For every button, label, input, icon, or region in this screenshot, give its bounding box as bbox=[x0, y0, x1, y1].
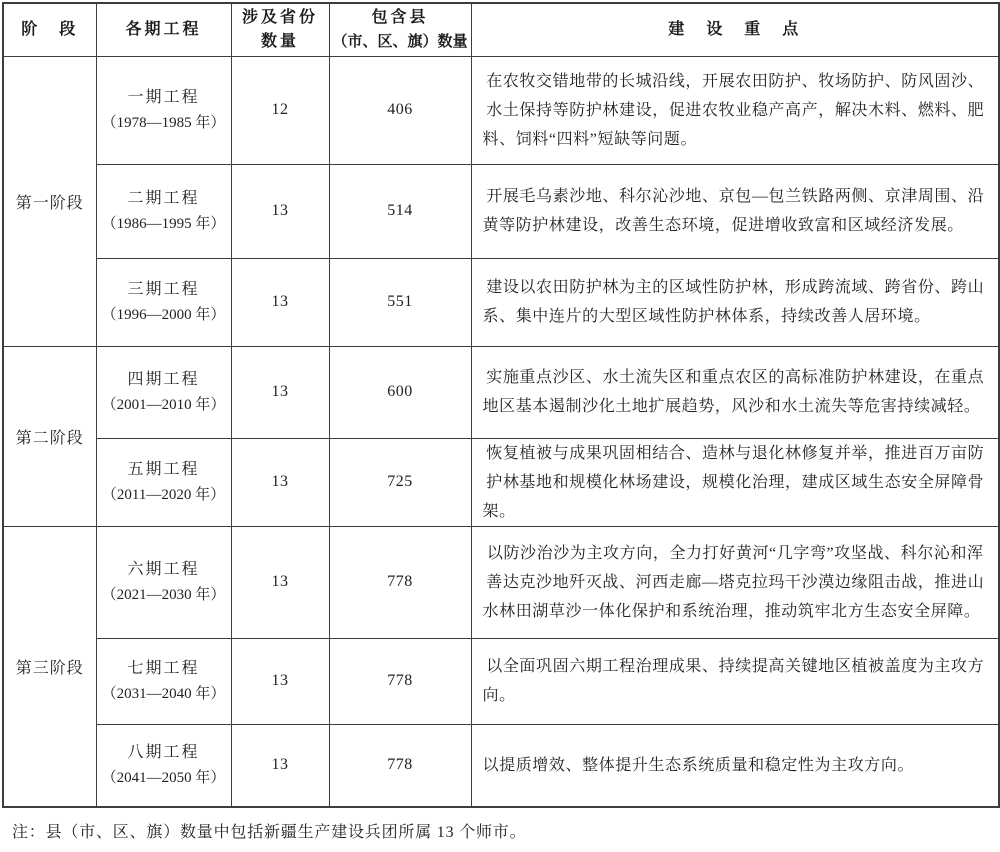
focus-text: 建设以农田防护林为主的区域性防护林，形成跨流域、跨省份、跨山系、集中连片的大型区域性防护林体系，持续改善人居环境。 bbox=[482, 279, 985, 325]
project-cell bbox=[96, 438, 231, 526]
project-cell bbox=[96, 638, 231, 724]
counties-count: 600 bbox=[329, 346, 471, 438]
project-name: 八期工程 bbox=[127, 744, 200, 762]
table-row bbox=[3, 638, 999, 724]
provinces-count: 12 bbox=[231, 56, 329, 164]
project-years: （2031—2040 年） bbox=[101, 686, 226, 702]
project-years: （1986—1995 年） bbox=[101, 216, 226, 232]
focus-cell bbox=[471, 164, 999, 258]
focus-cell bbox=[471, 526, 999, 638]
provinces-count: 13 bbox=[231, 526, 329, 638]
provinces-count: 13 bbox=[231, 724, 329, 807]
project-cell bbox=[96, 258, 231, 346]
counties-count: 725 bbox=[329, 438, 471, 526]
counties-count: 551 bbox=[329, 258, 471, 346]
header-label-line2: 数量 bbox=[260, 32, 299, 50]
header-label: 建 设 重 点 bbox=[668, 20, 802, 38]
header-label-line2: （市、区、旗）数量 bbox=[332, 32, 468, 50]
col-header-focus bbox=[471, 3, 999, 56]
focus-cell bbox=[471, 724, 999, 807]
provinces-count: 13 bbox=[231, 258, 329, 346]
project-cell bbox=[96, 56, 231, 164]
table-row bbox=[3, 164, 999, 258]
shelterbelt-phases-table bbox=[2, 2, 1000, 808]
provinces-count: 13 bbox=[231, 438, 329, 526]
focus-text: 恢复植被与成果巩固相结合、造林与退化林修复并举，推进百万亩防护林基地和规模化林场建设，规模化治理，建成区域生态安全屏障骨架。 bbox=[482, 444, 985, 520]
table-row bbox=[3, 526, 999, 638]
focus-cell bbox=[471, 258, 999, 346]
focus-text: 以提质增效、整体提升生态系统质量和稳定性为主攻方向。 bbox=[482, 756, 915, 774]
project-years: （2021—2030 年） bbox=[101, 587, 226, 603]
counties-count: 406 bbox=[329, 56, 471, 164]
table-row bbox=[3, 438, 999, 526]
provinces-count: 13 bbox=[231, 346, 329, 438]
table-row bbox=[3, 56, 999, 164]
header-label-line1: 包含县 bbox=[371, 8, 429, 26]
project-name: 三期工程 bbox=[127, 281, 200, 298]
project-cell bbox=[96, 346, 231, 438]
project-name: 四期工程 bbox=[127, 371, 200, 388]
counties-count: 514 bbox=[329, 164, 471, 258]
project-name: 一期工程 bbox=[127, 89, 200, 106]
project-years: （2011—2020 年） bbox=[101, 487, 226, 503]
focus-text: 在农牧交错地带的长城沿线，开展农田防护、牧场防护、防风固沙、水土保持等防护林建设，促进农牧业稳产高产，解决木料、燃料、肥料、饲料“四料”短缺等问题。 bbox=[482, 72, 985, 148]
project-name: 五期工程 bbox=[127, 461, 200, 478]
document-page bbox=[2, 0, 998, 842]
focus-text: 以防沙治沙为主攻方向，全力打好黄河“几字弯”攻坚战、科尔沁和浑善达克沙地歼灭战、河西走廊—塔克拉玛干沙漠边缘阻击战，推进山水林田湖草沙一体化保护和系统治理，推动筑牢北方生态安全屏障。 bbox=[482, 544, 985, 620]
footnote: 注：县（市、区、旗）数量中包括新疆生产建设兵团所属 13 个师市。 bbox=[12, 824, 527, 841]
focus-cell bbox=[471, 638, 999, 724]
counties-count: 778 bbox=[329, 526, 471, 638]
stage-cell-2: 第二阶段 bbox=[3, 346, 96, 526]
project-cell bbox=[96, 526, 231, 638]
focus-cell bbox=[471, 56, 999, 164]
counties-count: 778 bbox=[329, 724, 471, 807]
project-name: 二期工程 bbox=[127, 190, 200, 207]
stage-cell-3: 第三阶段 bbox=[3, 526, 96, 807]
project-name: 七期工程 bbox=[127, 660, 200, 677]
provinces-count: 13 bbox=[231, 638, 329, 724]
header-label: 各期工程 bbox=[125, 20, 202, 38]
table-row bbox=[3, 724, 999, 807]
col-header-provinces bbox=[231, 3, 329, 56]
provinces-count: 13 bbox=[231, 164, 329, 258]
project-years: （1978—1985 年） bbox=[101, 115, 226, 131]
project-cell bbox=[96, 724, 231, 807]
focus-text: 开展毛乌素沙地、科尔沁沙地、京包—包兰铁路两侧、京津周围、沿黄等防护林建设，改善生态环境，促进增收致富和区域经济发展。 bbox=[482, 188, 985, 234]
col-header-counties bbox=[329, 3, 471, 56]
table-row bbox=[3, 346, 999, 438]
project-years: （1996—2000 年） bbox=[101, 307, 226, 323]
header-label: 阶 段 bbox=[21, 20, 79, 38]
stage-cell-1: 第一阶段 bbox=[3, 56, 96, 346]
project-cell bbox=[96, 164, 231, 258]
table-row bbox=[3, 258, 999, 346]
focus-cell bbox=[471, 346, 999, 438]
header-label-line1: 涉及省份 bbox=[241, 8, 318, 26]
focus-text: 以全面巩固六期工程治理成果、持续提高关键地区植被盖度为主攻方向。 bbox=[482, 658, 985, 704]
col-header-stage bbox=[3, 3, 96, 56]
focus-cell bbox=[471, 438, 999, 526]
col-header-project bbox=[96, 3, 231, 56]
focus-text: 实施重点沙区、水土流失区和重点农区的高标准防护林建设，在重点地区基本遏制沙化土地扩展趋势，风沙和水土流失等危害持续减轻。 bbox=[482, 369, 985, 415]
project-years: （2001—2010 年） bbox=[101, 397, 226, 413]
header-row bbox=[3, 3, 999, 56]
project-name: 六期工程 bbox=[127, 561, 200, 578]
counties-count: 778 bbox=[329, 638, 471, 724]
project-years: （2041—2050 年） bbox=[101, 770, 226, 787]
